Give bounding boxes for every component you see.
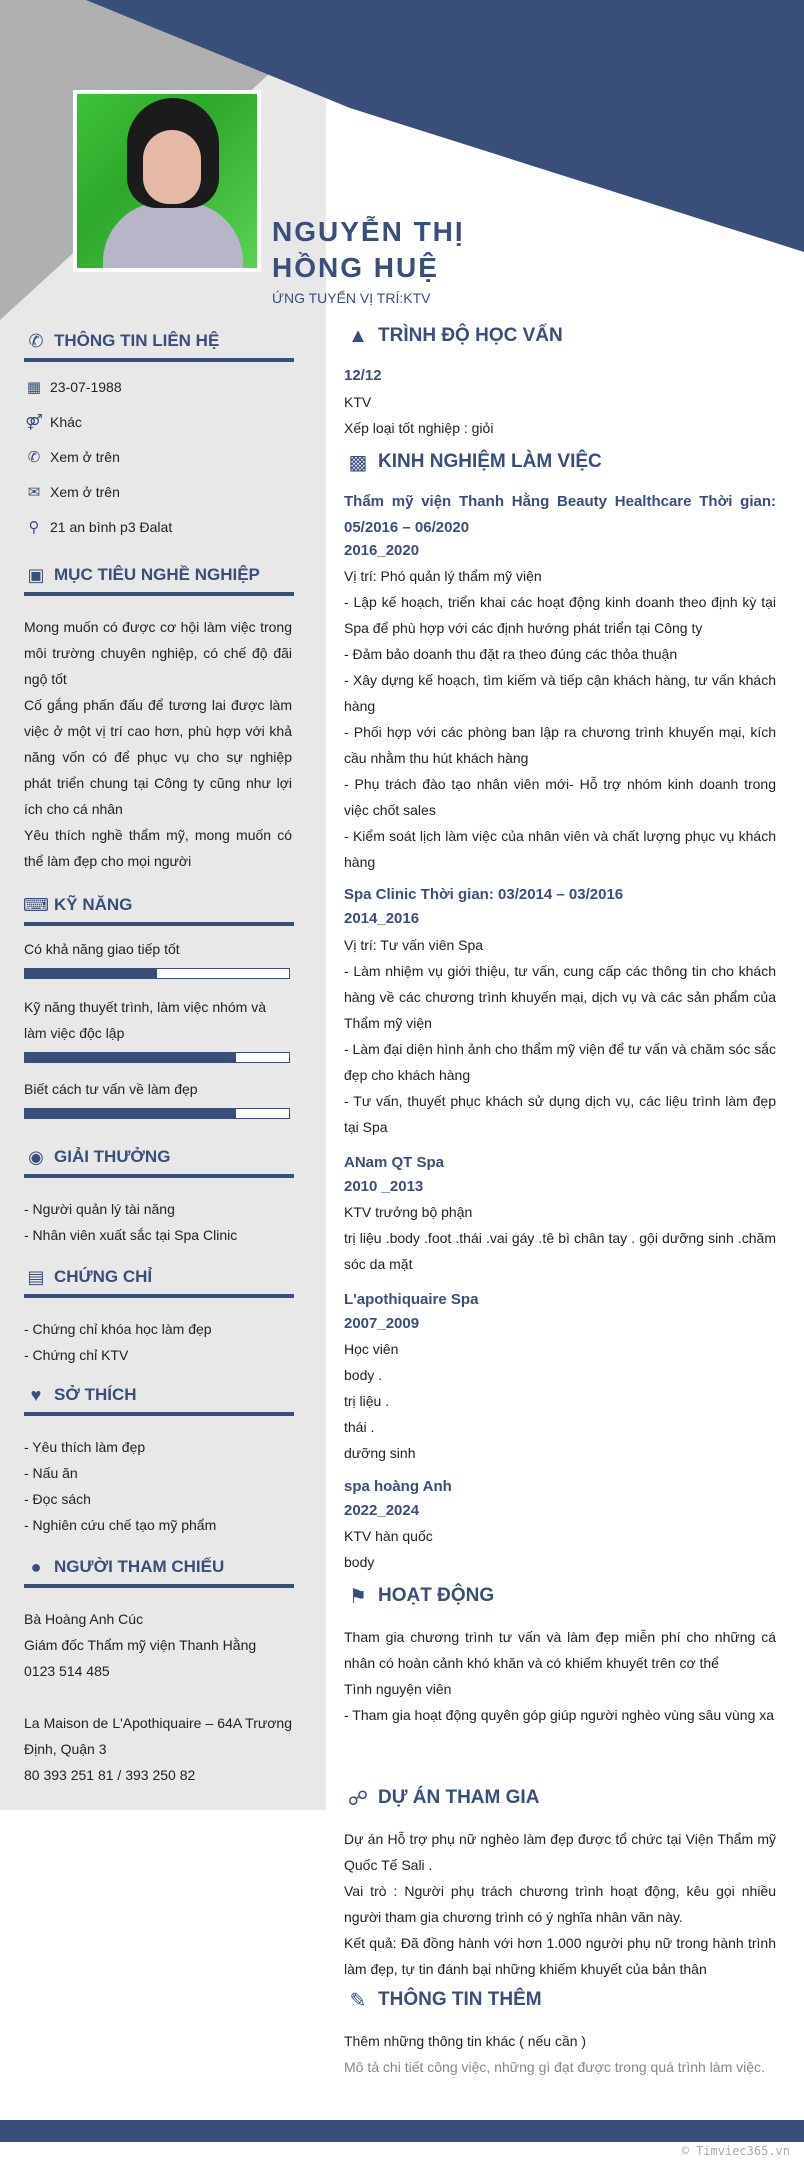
footer-bar [0,2120,804,2142]
experience-heading: ▩ KINH NGHIỆM LÀM VIỆC [344,450,602,474]
contact-heading: ✆ THÔNG TIN LIÊN HỆ [24,330,294,362]
extra-info-heading: ✎ THÔNG TIN THÊM [344,1988,542,2012]
location-icon: ⚲ [28,519,40,536]
job-period: 2010 _2013 [344,1178,424,1195]
skill-bar [24,968,290,979]
job-details: KTV trưởng bộ phận trị liệu .body .foot .thái .vai gáy .tê bì chân tay . gội dưỡng sinh .chăm sóc da mặt [344,1204,776,1272]
copyright: © Timviec365.vn [681,2144,790,2158]
projects-text: Dự án Hỗ trợ phụ nữ nghèo làm đẹp được tổ chức tại Viện Thẩm mỹ Quốc Tế Sali . Vai trò : Người phụ trách chương trình hoạt động, kêu gọi nhiều người tham gia chương trình có ý nghĩa nhân văn này. Kết quả: Đã đồng hành với hơn 1.000 người phụ nữ trong hành trình làm đẹp, tự tin đánh bại những khiếm khuyết của bản thân [344,1831,776,1977]
calendar-icon: ▦ [26,379,42,396]
job-period: 2022_2024 [344,1502,420,1519]
references-text: Bà Hoàng Anh Cúc Giám đốc Thẩm mỹ viện Thanh Hằng 0123 514 485 La Maison de L'Apothiquaire – 64A Trương Định, Quận 3 80 393 251 81 / 393 250 82 [24,1611,292,1783]
apply-position: ỨNG TUYỂN VỊ TRÍ:KTV [272,290,431,306]
candidate-name: NGUYỄN THỊ HỒNG HUỆ [272,216,465,283]
activities-heading: ⚑ HOẠT ĐỘNG [344,1584,494,1608]
activities-text: Tham gia chương trình tư vấn và làm đẹp miễn phí cho những cá nhân có hoàn cảnh khó khăn và có khiếm khuyết trên cơ thể Tình nguyện viên - Tham gia hoạt động quyên góp giúp người nghèo vùng sâu vùng xa [344,1629,776,1723]
gender-icon: ⚤ [25,414,43,431]
education-grade: Xếp loại tốt nghiệp : giỏi [344,420,494,436]
awards-heading: ◉ GIẢI THƯỞNG [24,1146,294,1178]
objective-heading: ▣ MỤC TIÊU NGHỀ NGHIỆP [24,564,294,596]
contact-email: ✉ Xem ở trên [24,483,120,501]
skill-label: Biết cách tư vấn về làm đẹp [24,1081,198,1097]
job-company: L'apothiquaire Spa [344,1291,479,1308]
skill-label: Có khả năng giao tiếp tốt [24,941,180,957]
job-company: ANam QT Spa [344,1154,445,1171]
certificates-heading: ▤ CHỨNG CHỈ [24,1266,294,1298]
keyboard-icon: ⌨ [23,894,49,915]
share-icon: ☍ [347,1787,369,1810]
job-period: 2007_2009 [344,1315,420,1332]
awards-list: - Người quản lý tài năng - Nhân viên xuất sắc tại Spa Clinic [24,1201,238,1243]
job-period: 2014_2016 [344,910,420,927]
skill-bar [24,1108,290,1119]
education-major: KTV [344,394,372,410]
graduation-cap-icon: ▲ [348,324,368,347]
references-heading: ● NGƯỜI THAM CHIẾU [24,1556,294,1588]
hobbies-heading: ♥ SỞ THÍCH [24,1384,294,1416]
job-company: spa hoàng Anh [344,1478,452,1495]
briefcase-icon: ▣ [27,564,45,585]
book-icon: ▩ [348,451,368,474]
projects-heading: ☍ DỰ ÁN THAM GIA [344,1786,539,1810]
skills-heading: ⌨ KỸ NĂNG [24,894,294,926]
contact-gender: ⚤ Khác [25,414,82,431]
flag-icon: ⚑ [349,1585,367,1608]
contact-address: ⚲ 21 an bình p3 Đalat [24,518,172,536]
extra-info-description: Mô tả chi tiết công việc, những gì đạt được trong quá trình làm việc. [344,2059,765,2075]
certificates-list: - Chứng chỉ khóa học làm đẹp - Chứng chỉ KTV [24,1321,212,1363]
education-heading: ▲ TRÌNH ĐỘ HỌC VẤN [344,324,563,348]
phone-icon: ✆ [28,330,44,351]
edit-icon: ✎ [349,1989,367,2012]
education-date: 12/12 [344,367,382,384]
heart-icon: ♥ [30,1384,42,1405]
profile-photo [73,90,261,272]
skill-label: Kỹ năng thuyết trình, làm việc nhóm và làm việc độc lập [24,999,267,1041]
skill-bar [24,1052,290,1063]
job-company: Thẩm mỹ viện Thanh Hằng Beauty Healthcare Thời gian: 05/2016 – 06/2020 [344,493,776,536]
contact-phone: ✆ Xem ở trên [24,448,120,466]
job-details: KTV hàn quốc body [344,1528,433,1570]
hobbies-list: - Yêu thích làm đẹp - Nấu ăn - Đọc sách - Nghiên cứu chế tạo mỹ phẩm [24,1439,217,1533]
job-details: Vị trí: Phó quản lý thẩm mỹ viện - Lập kế hoạch, triển khai các hoạt động kinh doanh theo định kỳ tại Spa để phù hợp với các định hướng phát triển tại Công ty - Đảm bảo doanh thu đặt ra theo đúng các thỏa thuận - Xây dựng kế hoạch, tìm kiếm và tiếp cận khách hàng, tư vấn khách hàng - Phối hợp với các phòng ban lập ra chương trình khuyến mại, kích cầu nhằm thu hút khách hàng - Phụ trách đào tạo nhân viên mới- Hỗ trợ nhóm kinh doanh trong việc chốt sales - Kiểm soát lịch làm việc của nhân viên và chất lượng phục vụ khách hàng [344,568,776,870]
globe-icon: ◉ [28,1146,44,1167]
objective-text: Mong muốn có được cơ hội làm việc trong môi trường chuyên nghiệp, có chế độ đãi ngộ tốt Cố gắng phấn đấu để tương lai được làm việc ở một vị trí cao hơn, phù hợp với khả năng vốn có để phục vụ cho sự nghiệp phát triển chung tại Công ty cũng như lợi ích cho cá nhân Yêu thích nghề thẩm mỹ, mong muốn có thể làm đẹp cho mọi người [24,619,292,869]
phone-icon: ✆ [27,449,41,466]
certificate-icon: ▤ [27,1266,45,1287]
job-details: Học viên body . trị liệu . thái . dưỡng sinh [344,1341,416,1461]
email-icon: ✉ [27,484,41,501]
extra-info-line: Thêm những thông tin khác ( nếu cần ) [344,2033,587,2049]
contact-birthday: ▦ 23-07-1988 [24,378,122,396]
job-company: Spa Clinic Thời gian: 03/2014 – 03/2016 [344,886,624,903]
user-icon: ● [30,1556,42,1577]
job-period: 2016_2020 [344,542,420,559]
job-details: Vị trí: Tư vấn viên Spa - Làm nhiệm vụ giới thiệu, tư vấn, cung cấp các thông tin cho khách hàng về các chương trình khuyến mại, dịch vụ và các sản phẩm của Thẩm mỹ viện - Làm đại diện hình ảnh cho thẩm mỹ viện để tư vấn và chăm sóc sắc đẹp cho khách hàng - Tư vấn, thuyết phục khách sử dụng dịch vụ, các liệu trình làm đẹp tại Spa [344,937,776,1135]
